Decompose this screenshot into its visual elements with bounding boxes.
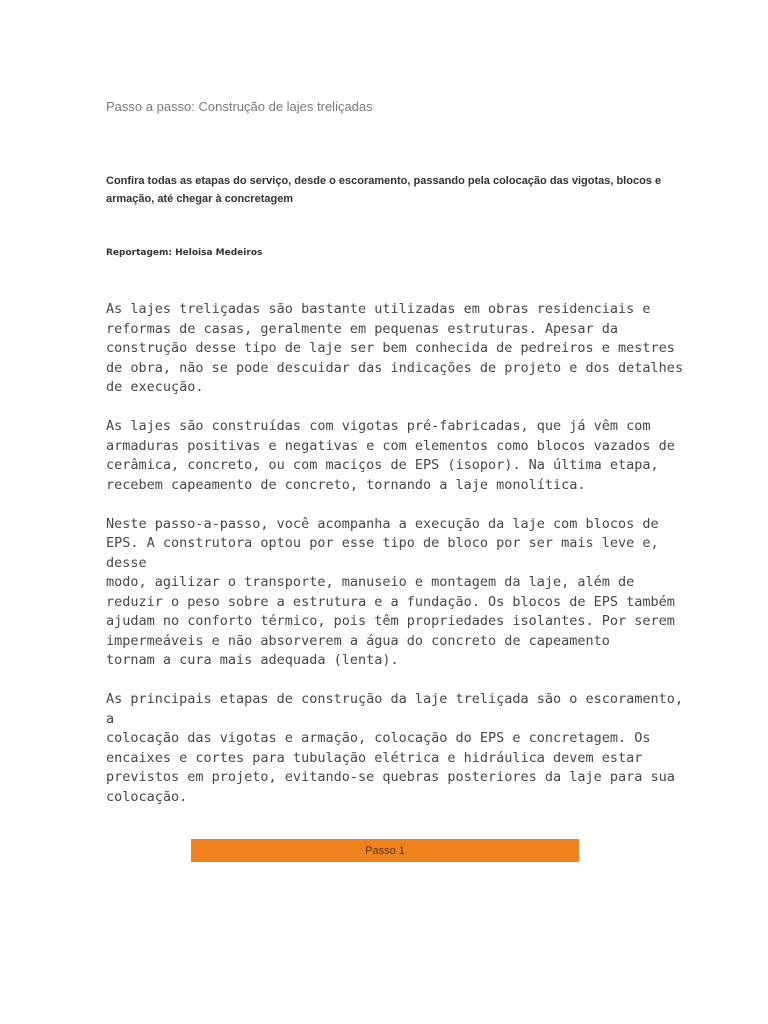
article-subtitle: Confira todas as etapas do serviço, desde o escoramento, passando pela colocação das vigotas, blocos e armação, até chegar à concretagem (106, 175, 662, 205)
paragraph: As lajes treliçadas são bastante utilizadas em obras residenciais e reformas de casas, geralmente em pequenas estruturas. Apesar da construção desse tipo de laje ser bem conhecida de pedreiros e mestres de obra, não se pode descuidar das indicações de projeto e dos detalhes de execução. (106, 301, 684, 395)
paragraph: As lajes são construídas com vigotas pré-fabricadas, que já vêm com armaduras positivas e negativas e com elementos como blocos vazados de cerâmica, concreto, ou com maciços de EPS (isopor). Na última etapa, recebem capeamento de concreto, tornando a laje monolítica. (106, 418, 675, 493)
article-body (106, 300, 686, 827)
step-label: Passo 1 (365, 844, 405, 857)
article-byline: Reportagem: Heloisa Medeiros (106, 248, 263, 258)
paragraph: Neste passo-a-passo, você acompanha a execução da laje com blocos de EPS. A construtora optou por esse tipo de bloco por ser mais leve e, desse modo, agilizar o transporte, manuseio e montagem da laje, além de reduzir o peso sobre a estrutura e a fundação. Os blocos de EPS também ajudam no conforto térmico, pois têm propriedades isolantes. Por serem impermeáveis e não absorverem a água do concreto de capeamento tornam a cura mais adequada (lenta). (106, 515, 675, 668)
paragraph: As principais etapas de construção da laje treliçada são o escoramento, a colocação das vigotas e armação, colocação do EPS e concretagem. Os encaixes e cortes para tubulação elétrica e hidráulica devem estar previstos em projeto, evitando-se quebras posteriores da laje para sua colocação. (106, 691, 684, 805)
page-title: Passo a passo: Construção de lajes treliçadas (106, 99, 373, 114)
step-header-bar (191, 839, 579, 862)
